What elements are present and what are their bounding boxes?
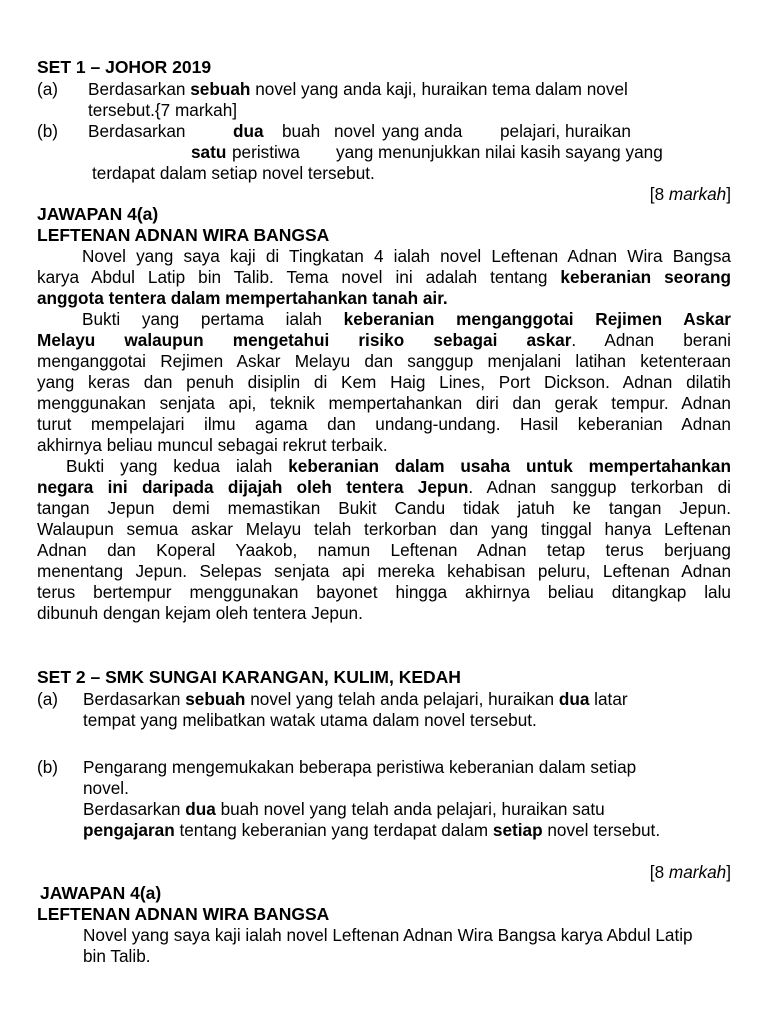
set1-qb-label: (b) xyxy=(37,121,59,141)
set1-qa-label: (a) xyxy=(37,79,59,99)
set1-p2-l1: Bukti yang pertama ialah keberanian menganggotai Rejimen Askar xyxy=(82,309,731,329)
set2-qb-line3: Berdasarkan dua buah novel yang telah anda pelajari, huraikan satu xyxy=(83,799,605,819)
set1-qb-w4: yang anda xyxy=(382,121,463,141)
set1-p2-l7: akhirnya beliau muncul sebagai rekrut terbaik. xyxy=(37,435,388,455)
set1-qb-w1: Berdasarkan xyxy=(88,121,186,141)
set2-qb-line1: Pengarang mengemukakan beberapa peristiwa keberanian dalam setiap xyxy=(83,757,637,777)
set1-p3-l5: Adnan dan Koperal Yaakob, namun Leftenan Adnan tetap terus berjuang xyxy=(37,540,731,560)
set1-qb-bold-satu: satu xyxy=(191,142,227,162)
set2-answer-heading: JAWAPAN 4(a) xyxy=(40,883,162,903)
set1-p1-l2: karya Abdul Latip bin Talib. Tema novel ini adalah tentang keberanian seorang xyxy=(37,267,731,287)
set1-p3-l8: dibunuh dengan kejam oleh tentera Jepun. xyxy=(37,603,363,623)
set1-p2-l5: menggunakan senjata api, teknik mempertahankan diri dan gerak tempur. Adnan xyxy=(37,393,731,413)
set1-qb-w6: peristiwa xyxy=(232,142,300,162)
set1-qa-line2: tersebut.{7 markah] xyxy=(88,100,238,120)
set1-qa-line1: Berdasarkan sebuah novel yang anda kaji, huraikan tema dalam novel xyxy=(88,79,628,99)
set2-p1-l1: Novel yang saya kaji ialah novel Leftenan Adnan Wira Bangsa karya Abdul Latip xyxy=(83,925,693,945)
set1-qb-w3: novel xyxy=(334,121,376,141)
set1-qb-bold-dua: dua xyxy=(233,121,264,141)
set1-qb-w7: yang menunjukkan nilai kasih sayang yang xyxy=(336,142,663,162)
set1-p1-l1: Novel yang saya kaji di Tingkatan 4 ialah novel Leftenan Adnan Wira Bangsa xyxy=(82,246,731,266)
set2-title: SET 2 – SMK SUNGAI KARANGAN, KULIM, KEDAH xyxy=(37,667,461,687)
set1-p2-l3: menganggotai Rejimen Askar Melayu dan sanggup menjalani latihan ketenteraan xyxy=(37,351,731,371)
set1-p2-l4: yang keras dan penuh disiplin di Kem Haig Lines, Port Dickson. Adnan dilatih xyxy=(37,372,731,392)
set1-qb-w2: buah xyxy=(282,121,321,141)
set1-p3-l6: menentang Jepun. Selepas senjata api mereka kehabisan peluru, Leftenan Adnan xyxy=(37,561,731,581)
set2-marks: [8 markah] xyxy=(649,862,731,882)
set1-p3-l2: negara ini daripada dijajah oleh tentera Jepun. Adnan sanggup terkorban di xyxy=(37,477,731,497)
set1-answer-title: LEFTENAN ADNAN WIRA BANGSA xyxy=(37,225,330,245)
set1-p1-l3: anggota tentera dalam mempertahankan tanah air. xyxy=(37,288,448,308)
set1-answer-heading: JAWAPAN 4(a) xyxy=(37,204,159,224)
set1-p3-l3: tangan Jepun demi memastikan Bukit Candu tidak jatuh ke tangan Jepun. xyxy=(37,498,731,518)
set1-marks: [8 markah] xyxy=(649,184,731,204)
set1-title: SET 1 – JOHOR 2019 xyxy=(37,57,212,77)
set1-p2-l2: Melayu walaupun mengetahui risiko sebagai askar. Adnan berani xyxy=(37,330,731,350)
set1-qb-line3: terdapat dalam setiap novel tersebut. xyxy=(92,163,375,183)
set2-qb-line2: novel. xyxy=(83,778,129,798)
set2-qa-label: (a) xyxy=(37,689,59,709)
set1-p3-l1: Bukti yang kedua ialah keberanian dalam usaha untuk mempertahankan xyxy=(66,456,731,476)
set2-qb-line4: pengajaran tentang keberanian yang terdapat dalam setiap novel tersebut. xyxy=(83,820,661,840)
set2-answer-title: LEFTENAN ADNAN WIRA BANGSA xyxy=(37,904,330,924)
set1-qb-w5: pelajari, huraikan xyxy=(500,121,631,141)
set2-p1-l2: bin Talib. xyxy=(83,946,151,966)
set2-qa-line1: Berdasarkan sebuah novel yang telah anda pelajari, huraikan dua latar xyxy=(83,689,628,709)
set1-p2-l6: turut mempelajari ilmu agama dan undang-undang. Hasil keberanian Adnan xyxy=(37,414,731,434)
set1-p3-l4: Walaupun semua askar Melayu telah terkorban dan yang tinggal hanya Leftenan xyxy=(37,519,731,539)
set1-p3-l7: terus bertempur menggunakan bayonet hingga akhirnya beliau ditangkap lalu xyxy=(37,582,731,602)
set2-qa-line2: tempat yang melibatkan watak utama dalam novel tersebut. xyxy=(83,710,537,730)
set2-qb-label: (b) xyxy=(37,757,59,777)
